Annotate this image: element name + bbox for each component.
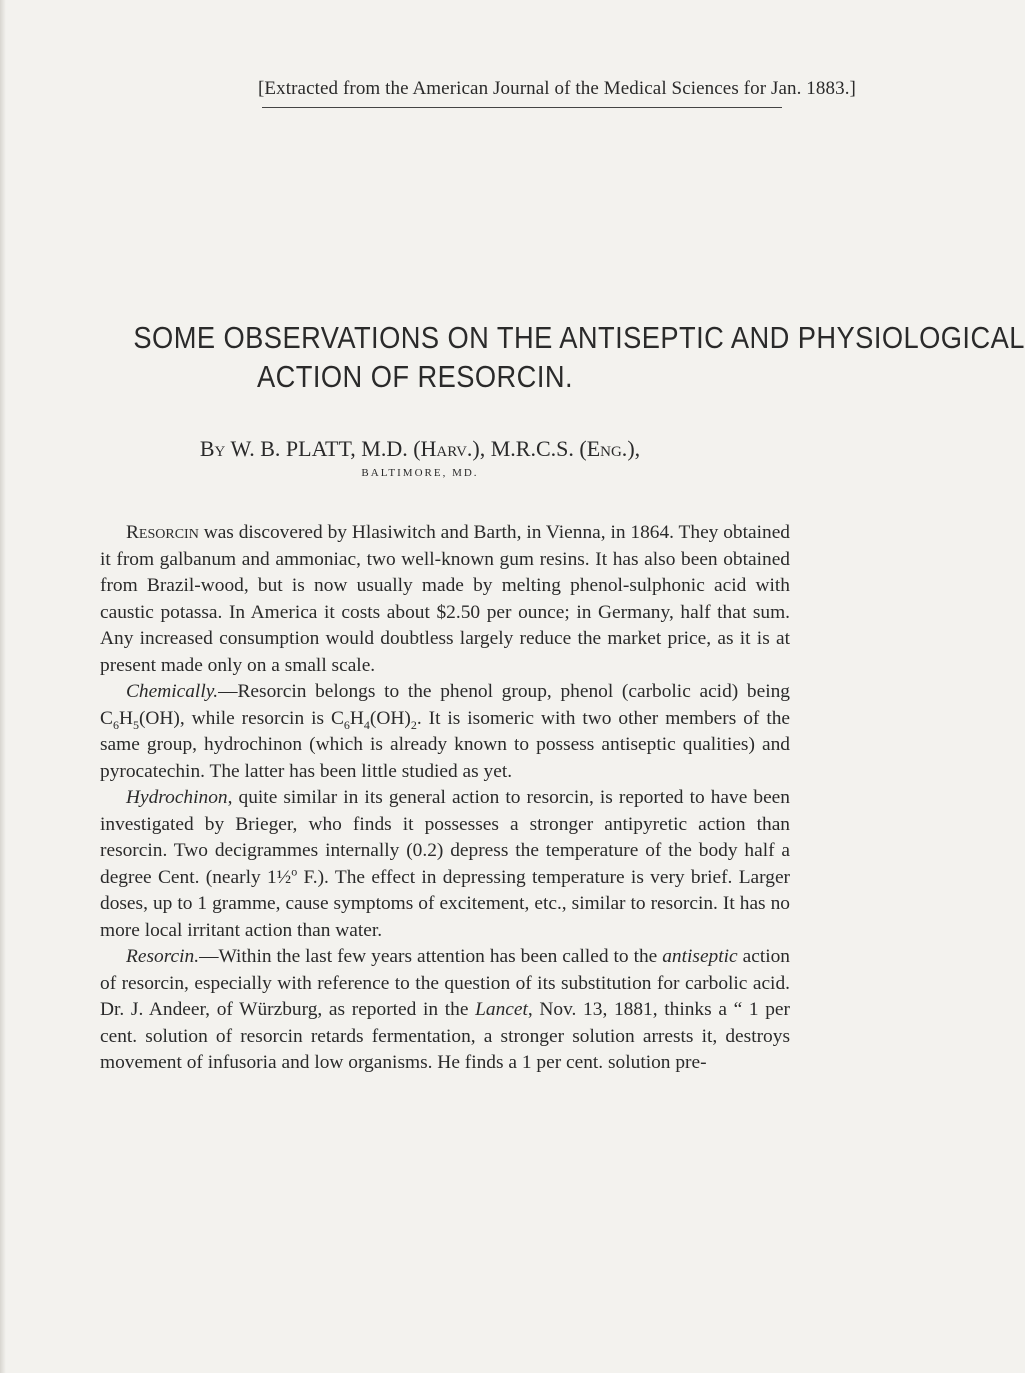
paragraph-4-emphasis: antiseptic bbox=[662, 946, 738, 967]
paragraph-2-text-c: (OH), while resorcin is C bbox=[138, 707, 344, 729]
paragraph-2-text-b: H bbox=[118, 707, 133, 729]
formula-subscript: 5 bbox=[132, 717, 139, 732]
formula-subscript: 6 bbox=[112, 717, 119, 732]
paragraph-4-text-c: , Nov. 13, 1881, thinks a “ 1 per cent. solution of resorcin retards fermentation, a stronger solution arrests it, destroys movement of infusoria and low organisms. He finds a 1 per cent. solution pre- bbox=[100, 999, 790, 1073]
article-title-line-1: SOME OBSERVATIONS ON THE ANTISEPTIC AND PHYSIOLOGICAL bbox=[133, 320, 1025, 355]
paragraph-2-text-f: . It is isomeric with two other members of the same group, hydrochinon (which is already known to possess antiseptic qualities) and pyrocatechin. The latter has been little studied as yet. bbox=[100, 707, 791, 782]
paragraph-3-text-b: F.). The effect in depressing temperature is very brief. Larger doses, up to 1 gramme, cause symptoms of excitement, etc., similar to resorcin. It has no more local irritant action than water. bbox=[100, 866, 791, 941]
article-body bbox=[100, 520, 790, 1077]
paragraph-2-text-a: —Resorcin belongs to the phenol group, phenol (carbolic acid) being C bbox=[100, 681, 790, 729]
paragraph-4-text-a: —Within the last few years attention has been called to the bbox=[199, 946, 663, 967]
paragraph-2-text-e: (OH) bbox=[369, 707, 411, 729]
formula-subscript: 2 bbox=[410, 717, 417, 732]
paragraph-2 bbox=[100, 679, 790, 785]
journal-name-lancet: Lancet bbox=[475, 999, 528, 1020]
paragraph-1-text: was discovered by Hlasiwitch and Barth, in Vienna, in 1864. They obtained it from galbanum and ammoniac, two well-known gum resins. It has also been obtained from Brazil-wood, but is now usually made by melting phenol-sulphonic acid with caustic potassa. In America it costs about $2.50 per ounce; in Germany, half that sum. Any increased consumption would doubtless largely reduce the market price, as it is at present made only on a small scale. bbox=[100, 522, 790, 676]
paragraph-2-lead: Chemically. bbox=[126, 681, 219, 702]
header-rule bbox=[262, 107, 782, 108]
page-edge-shadow bbox=[0, 0, 6, 1373]
article-title-line-2: ACTION OF RESORCIN. bbox=[256, 359, 574, 394]
paragraph-1-lead: Resorcin bbox=[126, 522, 199, 543]
paragraph-1 bbox=[100, 520, 790, 679]
author-mid: ), M.R.C.S. ( bbox=[472, 436, 587, 461]
paragraph-3-text-a: , quite similar in its general action to resorcin, is reported to have been investigated by Brieger, who finds it possesses a stronger antipyretic action than resorcin. Two decigrammes internally (0.2) depress the temperature of the body half a degree Cent. (nearly 1½ bbox=[100, 787, 790, 888]
author-affiliation: BALTIMORE, MD. bbox=[361, 467, 479, 479]
degree-eng: Eng. bbox=[586, 436, 628, 461]
degree-harv: Harv. bbox=[420, 436, 473, 461]
formula-subscript: 4 bbox=[363, 717, 370, 732]
paragraph-4-lead: Resorcin. bbox=[126, 946, 200, 967]
paragraph-4-text-b: action of resorcin, especially with reference to the question of its substitution for carbolic acid. Dr. J. Andeer, of Würzburg, as reported in the bbox=[100, 946, 790, 1020]
paragraph-4 bbox=[100, 944, 790, 1077]
byline-by: By bbox=[199, 436, 226, 461]
author-byline bbox=[100, 436, 740, 462]
author-name: W. B. PLATT, M.D. ( bbox=[230, 436, 421, 461]
degree-symbol: o bbox=[291, 864, 298, 879]
formula-subscript: 6 bbox=[343, 717, 350, 732]
paragraph-2-text-d: H bbox=[349, 707, 364, 729]
author-end: ), bbox=[627, 436, 641, 461]
journal-citation: [Extracted from the American Journal of the Medical Sciences for Jan. 1883.] bbox=[258, 78, 856, 99]
paragraph-3 bbox=[100, 785, 790, 944]
paragraph-3-lead: Hydrochinon bbox=[126, 787, 228, 808]
